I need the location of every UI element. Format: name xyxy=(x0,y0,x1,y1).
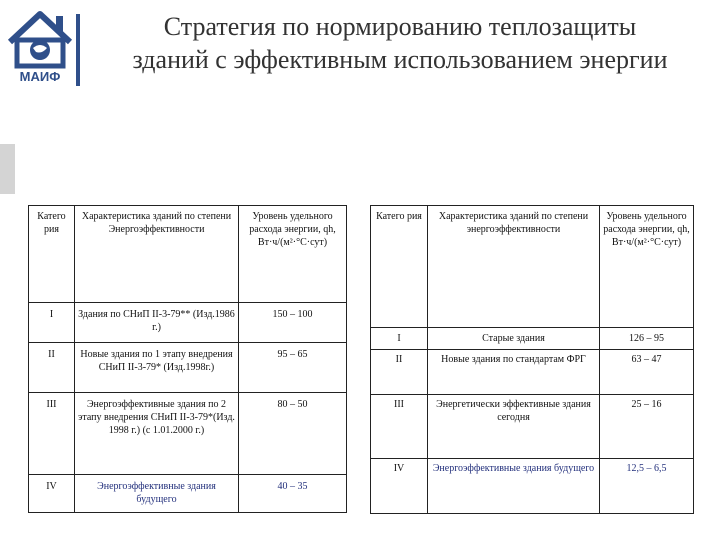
left-table-header-row xyxy=(29,206,347,303)
row-category: III xyxy=(29,393,75,475)
house-globe-icon xyxy=(6,8,74,84)
row-category: I xyxy=(371,328,428,350)
right-header-value: Уровень удельного расхода энергии, qh, Вт·ч/(м²·°С·сут) xyxy=(600,206,694,328)
row-value: 63 – 47 xyxy=(600,350,694,395)
row-description: Здания по СНиП II-3-79** (Изд.1986 г.) xyxy=(75,303,239,343)
table-row xyxy=(371,328,694,350)
left-header-description: Характеристика зданий по степени Энергоэффективности xyxy=(75,206,239,303)
row-value: 150 – 100 xyxy=(239,303,347,343)
row-value: 95 – 65 xyxy=(239,343,347,393)
logo xyxy=(6,8,74,84)
page-title xyxy=(90,10,710,76)
row-description: Старые здания xyxy=(428,328,600,350)
row-category: IV xyxy=(29,475,75,513)
row-value: 126 – 95 xyxy=(600,328,694,350)
left-header-category: Катего рия xyxy=(29,206,75,303)
table-row xyxy=(29,303,347,343)
row-category: IV xyxy=(371,459,428,514)
logo-divider xyxy=(76,14,80,86)
row-category: II xyxy=(29,343,75,393)
row-value: 25 – 16 xyxy=(600,395,694,459)
row-value: 80 – 50 xyxy=(239,393,347,475)
table-row xyxy=(371,350,694,395)
row-category: II xyxy=(371,350,428,395)
row-value: 40 – 35 xyxy=(239,475,347,513)
row-description: Энергоэффективные здания будущего xyxy=(75,475,239,513)
title-line-2: зданий с эффективным использованием энергии xyxy=(132,45,668,74)
row-description: Энергоэффективные здания будущего xyxy=(428,459,600,514)
table-row xyxy=(29,393,347,475)
row-category: I xyxy=(29,303,75,343)
table-row xyxy=(371,395,694,459)
row-description: Энергоэффективные здания по 2 этапу внедрения СНиП II-3-79*(Изд. 1998 г.) (с 1.01.2000 г.) xyxy=(75,393,239,475)
left-header-value: Уровень удельного расхода энергии, qh, Вт·ч/(м²·°С·сут) xyxy=(239,206,347,303)
right-table xyxy=(370,205,694,514)
title-line-1: Стратегия по нормированию теплозащиты xyxy=(163,12,637,41)
table-row xyxy=(29,343,347,393)
table-row xyxy=(29,475,347,513)
right-header-category: Катего рия xyxy=(371,206,428,328)
logo-text: МАИФ xyxy=(19,69,61,84)
row-description: Новые здания по стандартам ФРГ xyxy=(428,350,600,395)
row-value: 12,5 – 6,5 xyxy=(600,459,694,514)
row-description: Энергетически эффективные здания сегодня xyxy=(428,395,600,459)
row-description: Новые здания по 1 этапу внедрения СНиП II-3-79* (Изд.1998г.) xyxy=(75,343,239,393)
side-tab xyxy=(0,144,15,194)
table-row xyxy=(371,459,694,514)
right-header-description: Характеристика зданий по степени энергоэффективности xyxy=(428,206,600,328)
left-table xyxy=(28,205,347,513)
row-category: III xyxy=(371,395,428,459)
right-table-header-row xyxy=(371,206,694,328)
